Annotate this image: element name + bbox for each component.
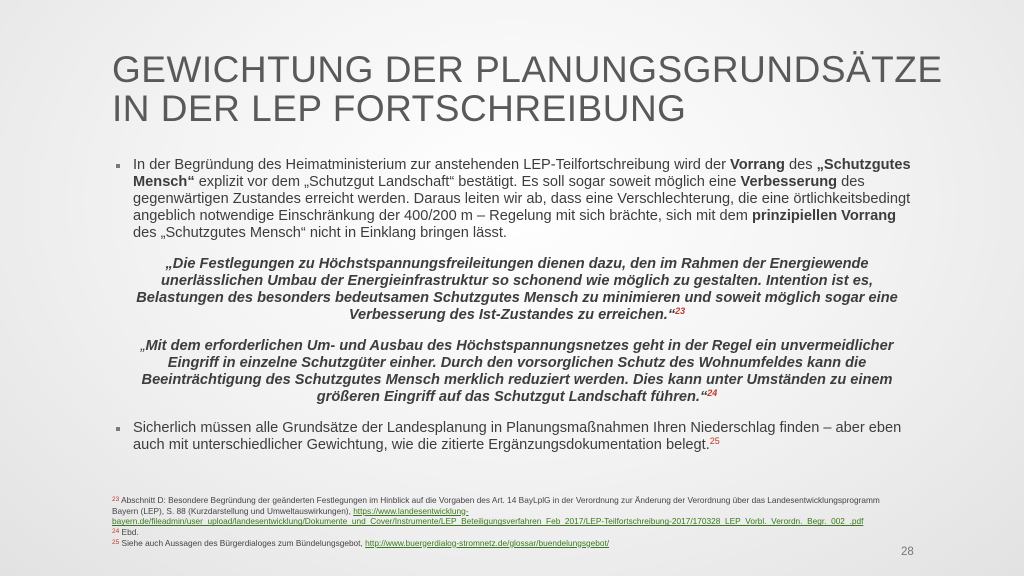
footnote-25-link[interactable]: http://www.buergerdialog-stromnetz.de/glossar/buendelungsgebot/ [365, 537, 610, 548]
title-line-2: IN DER LEP FORTSCHREIBUNG [112, 88, 687, 129]
bullet-paragraph-1 [112, 157, 912, 242]
bullet1-bold-vorrang: Vorrang [730, 157, 785, 173]
quote2-text: Mit dem erforderlichen Um- und Ausbau des Höchstspannungsnetzes geht in der Regel ein unvermeidlicher Eingriff in einzelne Schutzgüter einher. Durch den vorsorglichen Schutz des Wohnumfeldes kann die Beeinträchtigung des Schutzgutes Mensch merklich reduziert werden. Dies kann unter Umständen zu einem größeren Eingriff auf das Schutzgut Landschaft führen.“ [141, 338, 894, 405]
bullet-paragraph-2 [112, 420, 912, 454]
quote1-footnote-ref: 23 [675, 306, 686, 316]
quote1-text: „Die Festlegungen zu Höchstspannungsfreileitungen dienen dazu, den im Rahmen der Energiewende unerlässlichen Umbau der Energieinfrastruktur so schonend wie möglich zu gestalten. Intention ist es, Belastungen des besonders bedeutsamen Schutzgutes Mensch zu minimieren und soweit möglich sogar eine Verbesserung des Ist-Zustandes zu erreichen.“ [136, 256, 898, 323]
footnote-24 [112, 527, 902, 538]
bullet1-text-4: des gegenwärtigen Zustandes erreicht werden. Daraus leiten wir ab, dass eine Verschlechterung, die eine örtlichkeitsbedingt angeblich notwendige Einschränkung der 400/200 m – Regelung mit sich brächte, sich mit dem [133, 174, 911, 224]
bullet1-text-3: explizit vor dem „Schutzgut Landschaft“ bestätigt. Es soll sogar soweit möglich eine [194, 174, 741, 190]
slide-title [112, 50, 992, 128]
title-line-1: GEWICHTUNG DER PLANUNGSGRUNDSÄTZE [112, 49, 943, 90]
footnote-23-number: 23 [112, 496, 120, 503]
bullet2-footnote-ref: 25 [709, 436, 720, 446]
bullet2-text: Sicherlich müssen alle Grundsätze der Landesplanung in Planungsmaßnahmen Ihren Niederschlag finden – aber eben auch mit unterschiedlicher Gewichtung, wie die zitierte Ergänzungsdokumentation belegt. [133, 420, 902, 453]
quote-1 [112, 256, 912, 324]
bullet1-bold-schutzgut: „Schutzgutes Mensch“ [133, 157, 911, 190]
bullet1-text-1: In der Begründung des Heimatministerium zur anstehenden LEP-Teilfortschreibung wird der [133, 157, 731, 173]
footnote-23-text: Abschnitt D: Besondere Begründung der geänderten Festlegungen im Hinblick auf die Vorgaben des Art. 14 BayLplG in der Verordnung zur Änderung der Verordnung über das Landesentwicklungsprogramm Bayern (LEP), S. 88 (Kurzdarstellung und Umweltauswirkungen), [112, 495, 880, 516]
footnotes [112, 495, 902, 549]
bullet1-bold-verbesserung: Verbesserung [740, 174, 838, 190]
footnote-25-number: 25 [112, 538, 120, 546]
slide-content [112, 157, 912, 468]
footnote-25-text: Siehe auch Aussagen des Bürgerdialoges zum Bündelungsgebot, [119, 537, 366, 548]
footnote-24-text: Ebd. [119, 527, 139, 538]
bullet1-text-2: des [784, 157, 817, 173]
quote2-footnote-ref: 24 [707, 388, 718, 398]
quote2-open-mark: „ [140, 338, 146, 354]
footnote-25 [112, 538, 902, 549]
footnote-23-link[interactable]: https://www.landesentwicklung-bayern.de/fileadmin/user_upload/landesentwicklung/Dokumente_und_Cover/Instrumente/LEP_Beteiligungsverfahren_Feb_2017/LEP-Teilfortschreibung-2017/170328_LEP_Vorbl._Verordn._Begr._002_.pdf [112, 505, 864, 527]
bullet1-bold-prinzipiell: prinzipiellen Vorrang [751, 208, 897, 224]
footnote-24-number: 24 [112, 528, 120, 536]
quote-2 [112, 338, 912, 406]
page-number: 28 [901, 546, 914, 558]
footnote-23 [112, 495, 902, 527]
bullet1-text-5: des „Schutzgutes Mensch“ nicht in Einklang bringen lässt. [133, 225, 507, 241]
